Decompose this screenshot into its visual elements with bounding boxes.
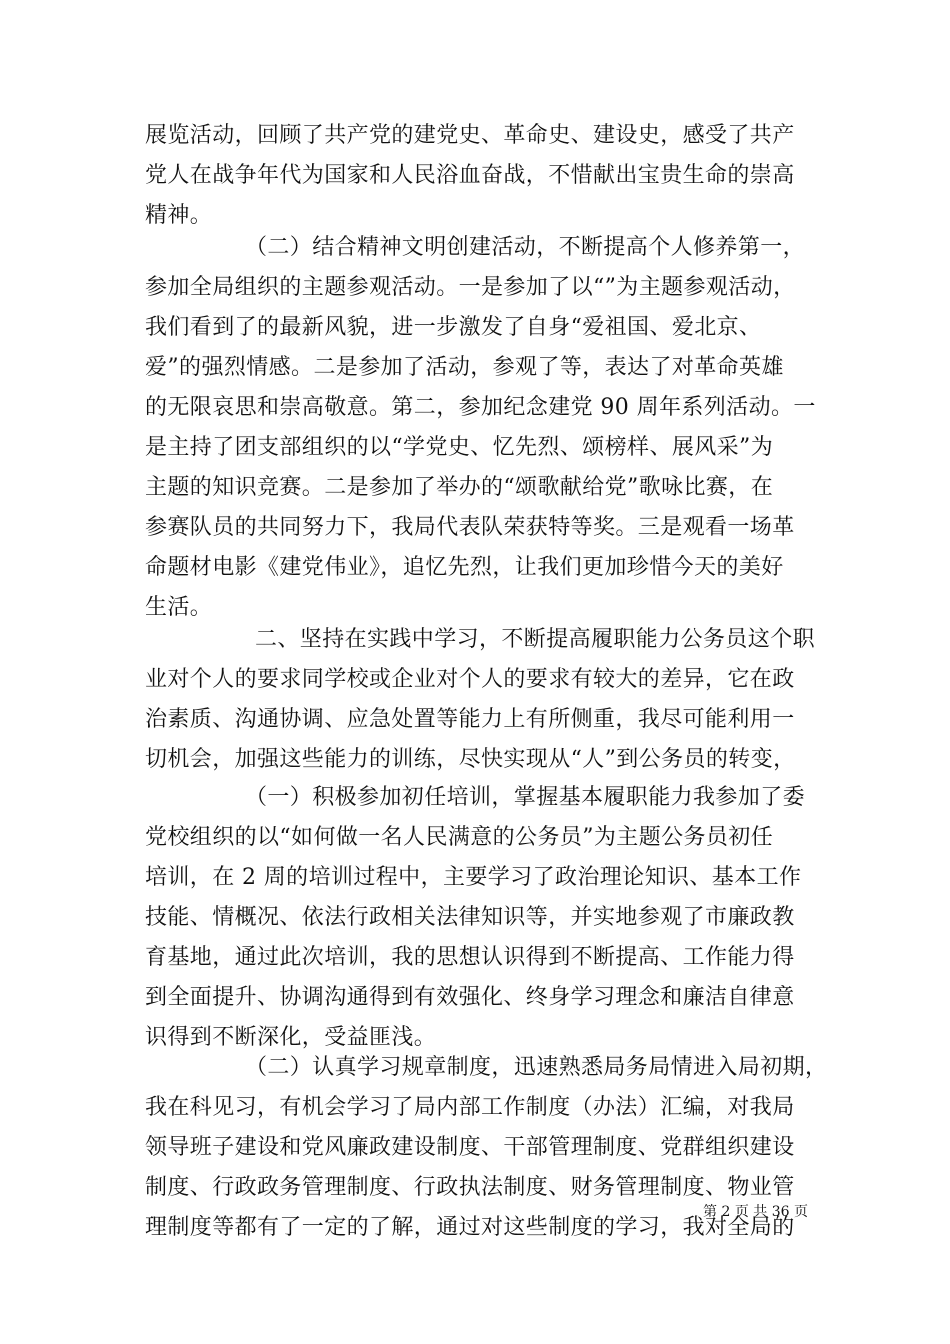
section-heading-line: 二、坚持在实践中学习，不断提高履职能力公务员这个职 (255, 627, 816, 652)
text-line: 参加全局组织的主题参观活动。一是参加了以“”为主题参观活动， (145, 275, 796, 300)
text-line: 我在科见习，有机会学习了局内部工作制度（办法）汇编，对我局 (145, 1095, 795, 1120)
text-line: 是主持了团支部组织的以“学党史、忆先烈、颂榜样、展风采”为 (145, 435, 774, 460)
page-number: 第 2 页 共 36 页 (703, 1204, 808, 1220)
text-line: 到全面提升、协调沟通得到有效强化、终身学习理念和廉洁自律意 (145, 985, 795, 1010)
text-line: （一）积极参加初任培训，掌握基本履职能力我参加了委 (245, 785, 806, 810)
text-line: 培训，在 2 周的培训过程中，主要学习了政治理论知识、基本工作 (145, 865, 802, 890)
text-line: 的无限哀思和崇高敬意。第二，参加纪念建党 90 周年系列活动。一 (145, 395, 816, 420)
text-line: 领导班子建设和党风廉政建设制度、干部管理制度、党群组织建设 (145, 1135, 795, 1160)
text-line: 党人在战争年代为国家和人民浴血奋战，不惜献出宝贵生命的崇高 (145, 163, 795, 188)
text-line: 制度、行政政务管理制度、行政执法制度、财务管理制度、物业管 (145, 1175, 795, 1200)
text-line: 主题的知识竞赛。二是参加了举办的“颂歌献给党”歌咏比赛，在 (145, 475, 774, 500)
text-line: 参赛队员的共同努力下，我局代表队荣获特等奖。三是观看一场革 (145, 515, 795, 540)
text-line: 理制度等都有了一定的了解，通过对这些制度的学习，我对全局的 (145, 1215, 795, 1240)
text-line: 精神。 (145, 203, 213, 228)
text-line: 技能、情概况、依法行政相关法律知识等，并实地参观了市廉政教 (145, 905, 795, 930)
text-line: 命题材电影《建党伟业》，追忆先烈，让我们更加珍惜今天的美好 (145, 555, 784, 580)
text-line: 识得到不断深化，受益匪浅。 (145, 1025, 437, 1050)
text-line: （二）结合精神文明创建活动，不断提高个人修养第一， (245, 235, 806, 260)
text-line: 党校组织的以“如何做一名人民满意的公务员”为主题公务员初任 (145, 825, 774, 850)
text-line: 爱”的强烈情感。二是参加了活动，参观了等，表达了对革命英雄 (145, 355, 784, 380)
text-line: （二）认真学习规章制度，迅速熟悉局务局情进入局初期， (245, 1055, 828, 1080)
text-line: 展览活动，回顾了共产党的建党史、革命史、建设史，感受了共产 (145, 123, 795, 148)
text-line: 治素质、沟通协调、应急处置等能力上有所侧重，我尽可能利用一 (145, 707, 795, 732)
text-line: 生活。 (145, 595, 213, 620)
text-line: 我们看到了的最新风貌，进一步激发了自身“爱祖国、爱北京、 (145, 315, 762, 340)
text-line: 育基地，通过此次培训，我的思想认识得到不断提高、工作能力得 (145, 945, 795, 970)
text-line: 业对个人的要求同学校或企业对个人的要求有较大的差异，它在政 (145, 667, 795, 692)
text-line: 切机会，加强这些能力的训练，尽快实现从“人”到公务员的转变， (145, 747, 796, 772)
